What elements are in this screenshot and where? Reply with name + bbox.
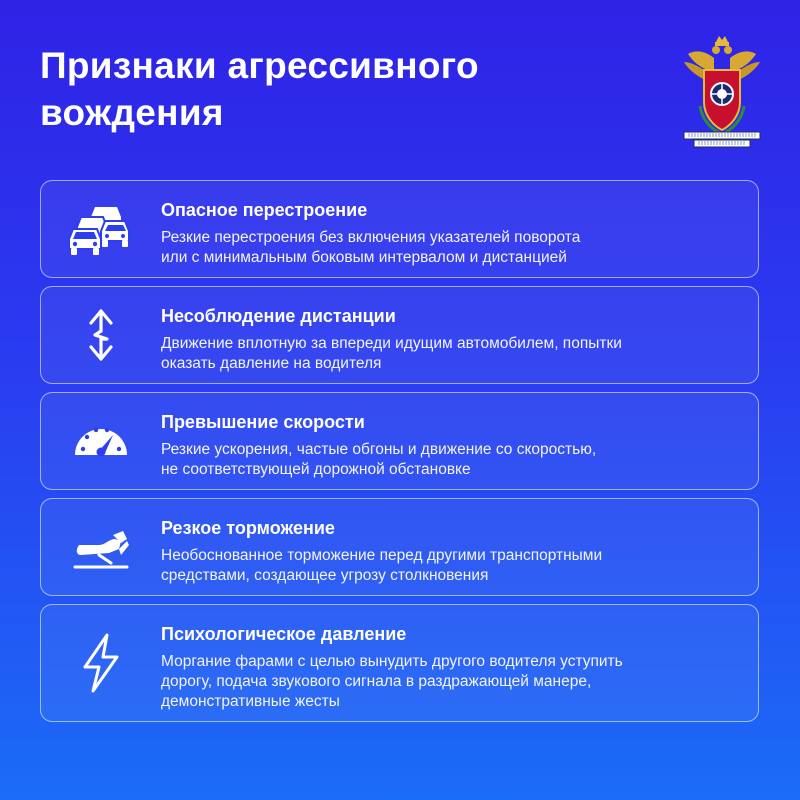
- police-emblem-icon: [680, 36, 764, 152]
- sign-heading: Превышение скорости: [161, 412, 365, 432]
- sign-heading: Несоблюдение дистанции: [161, 306, 396, 326]
- title-line-2: вождения: [40, 92, 224, 133]
- sign-card-distance: [40, 286, 759, 384]
- sign-description: Моргание фарами с целью вынудить другого водителя уступить дорогу, подача звукового сигнала в раздражающей манере, демонстративные жесты: [161, 653, 623, 710]
- sign-description: Резкие перестроения без включения указателей поворота или с минимальным боковым интервалом и дистанцией: [161, 229, 581, 266]
- lightning-icon: [69, 631, 133, 695]
- speedometer-icon: [69, 409, 133, 473]
- sign-description: Движение вплотную за впереди идущим автомобилем, попытки оказать давление на водителя: [161, 335, 622, 372]
- up-down-arrows-icon: [69, 303, 133, 367]
- sign-card-hard-braking: [40, 498, 759, 596]
- sign-card-speeding: [40, 392, 759, 490]
- sign-card-psychological-pressure: [40, 604, 759, 722]
- cars-traffic-icon: [69, 197, 133, 261]
- sign-heading: Резкое торможение: [161, 518, 335, 538]
- page-title: [40, 42, 640, 136]
- sign-description: Необоснованное торможение перед другими транспортными средствами, создающее угрозу столкновения: [161, 547, 603, 584]
- signs-list: [40, 180, 759, 730]
- sign-description: Резкие ускорения, частые обгоны и движение со скоростью, не соответствующей дорожной обстановке: [161, 441, 597, 478]
- foot-brake-pedal-icon: [69, 515, 133, 579]
- sign-card-dangerous-lane-change: [40, 180, 759, 278]
- sign-heading: Опасное перестроение: [161, 200, 368, 220]
- sign-heading: Психологическое давление: [161, 624, 407, 644]
- title-line-1: Признаки агрессивного: [40, 45, 479, 86]
